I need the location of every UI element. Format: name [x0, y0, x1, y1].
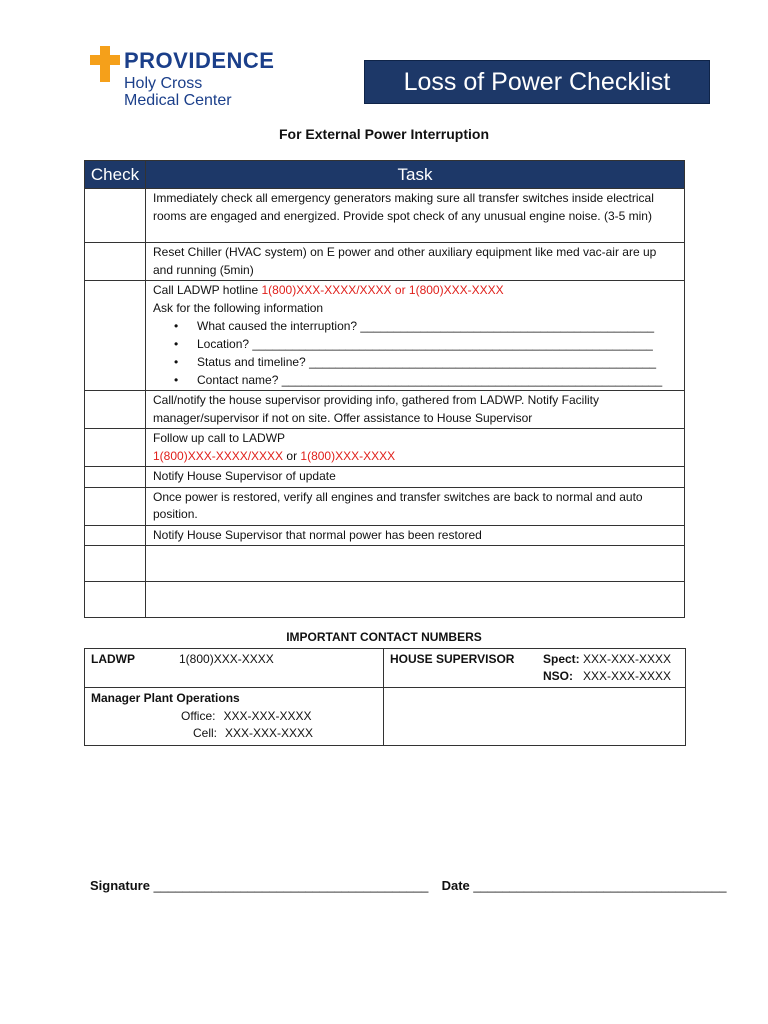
office-phone: XXX-XXX-XXXX: [223, 708, 312, 723]
table-row: [85, 281, 685, 391]
logo-brand: PROVIDENCE: [124, 48, 275, 73]
check-box-cell[interactable]: [85, 467, 146, 488]
task-text: Reset Chiller (HVAC system) on E power and other auxiliary equipment like med vac-air are up and running (5min): [146, 243, 685, 281]
spect-phone: XXX-XXX-XXXX: [579, 652, 672, 666]
nso-phone: XXX-XXX-XXXX: [583, 669, 672, 683]
check-box-cell[interactable]: [85, 546, 146, 582]
cell-label: Cell:: [193, 726, 218, 740]
hotline-phone: 1(800)XXX-XXXX/XXXX or 1(800)XXX-XXXX: [261, 283, 504, 297]
task-text: Immediately check all emergency generators making sure all transfer switches inside electrical rooms are engaged and energized. Provide spot check of any unusual engine noise. (3-5 min): [146, 189, 685, 243]
task-text: Follow up call to LADWP: [153, 431, 286, 445]
task-text: Notify House Supervisor that normal power has been restored: [146, 525, 685, 546]
logo-subtitle-line2: Medical Center: [124, 92, 232, 109]
manager-cell: [85, 688, 384, 746]
empty-contact-cell: [384, 688, 686, 746]
table-row: [85, 391, 685, 429]
providence-logo: [90, 44, 280, 110]
or-text: or: [283, 448, 301, 463]
contacts-table: [84, 648, 686, 746]
ladwp-cell: [85, 649, 384, 688]
contacts-row: [85, 649, 686, 688]
question-item: • Location? ____________________________________________________________: [197, 335, 678, 353]
question-item: • Status and timeline? ____________________________________________________: [197, 353, 678, 371]
question-list: [153, 317, 678, 389]
question-item: • Contact name? _________________________________________________________: [197, 371, 678, 389]
table-row: [85, 525, 685, 546]
office-label: Office:: [181, 708, 216, 723]
task-text: Once power is restored, verify all engines and transfer switches are back to normal and auto position.: [146, 487, 685, 525]
cross-icon: [90, 46, 120, 82]
signature-line: [90, 878, 726, 893]
contacts-title: IMPORTANT CONTACT NUMBERS: [286, 630, 482, 644]
check-box-cell[interactable]: [85, 243, 146, 281]
check-box-cell[interactable]: [85, 281, 146, 391]
house-supervisor-label: HOUSE SUPERVISOR: [390, 652, 515, 666]
ladwp-phone: 1(800)XXX-XXXX: [179, 652, 274, 666]
table-row: [85, 582, 685, 618]
check-column-header: Check: [85, 161, 146, 189]
contacts-row: [85, 688, 686, 746]
table-row: [85, 546, 685, 582]
signature-field[interactable]: ______________________________________: [153, 878, 429, 893]
empty-task-cell[interactable]: [146, 546, 685, 582]
table-row: [85, 243, 685, 281]
date-label: Date: [441, 878, 470, 893]
spect-label: Spect:: [543, 652, 580, 666]
checklist-table: [84, 160, 685, 618]
follow-up-phone-1: 1(800)XXX-XXXX/XXXX: [153, 448, 284, 463]
check-box-cell[interactable]: [85, 487, 146, 525]
check-box-cell[interactable]: [85, 189, 146, 243]
table-row: [85, 467, 685, 488]
date-field[interactable]: ___________________________________: [473, 878, 727, 893]
task-cell-follow-up: [146, 429, 685, 467]
house-supervisor-cell: [384, 649, 686, 688]
table-row: [85, 189, 685, 243]
check-box-cell[interactable]: [85, 429, 146, 467]
page-subtitle: For External Power Interruption: [278, 126, 490, 142]
task-cell-call-ladwp: [146, 281, 685, 391]
logo-subtitle-line1: Holy Cross: [124, 75, 203, 92]
check-box-cell[interactable]: [85, 391, 146, 429]
check-box-cell[interactable]: [85, 525, 146, 546]
task-text: Notify House Supervisor of update: [146, 467, 685, 488]
manager-label: Manager Plant Operations: [91, 691, 240, 705]
checklist-header-row: [85, 161, 685, 189]
table-row: [85, 487, 685, 525]
cell-phone: XXX-XXX-XXXX: [225, 726, 314, 740]
signature-label: Signature: [90, 878, 150, 893]
check-box-cell[interactable]: [85, 582, 146, 618]
task-text: Call LADWP hotline: [153, 283, 262, 297]
follow-up-phone-2: 1(800)XXX-XXXX: [300, 448, 396, 463]
page-title: Loss of Power Checklist: [364, 60, 710, 104]
nso-label: NSO:: [543, 669, 573, 683]
task-column-header: Task: [146, 161, 685, 189]
ladwp-label: LADWP: [91, 652, 135, 666]
empty-task-cell[interactable]: [146, 582, 685, 618]
task-text: Ask for the following information: [153, 300, 324, 315]
task-text: Call/notify the house supervisor providing info, gathered from LADWP. Notify Facility manager/supervisor if not on site. Offer assistance to House Supervisor: [146, 391, 685, 429]
question-item: • What caused the interruption? ____________________________________________: [197, 317, 678, 335]
table-row: [85, 429, 685, 467]
